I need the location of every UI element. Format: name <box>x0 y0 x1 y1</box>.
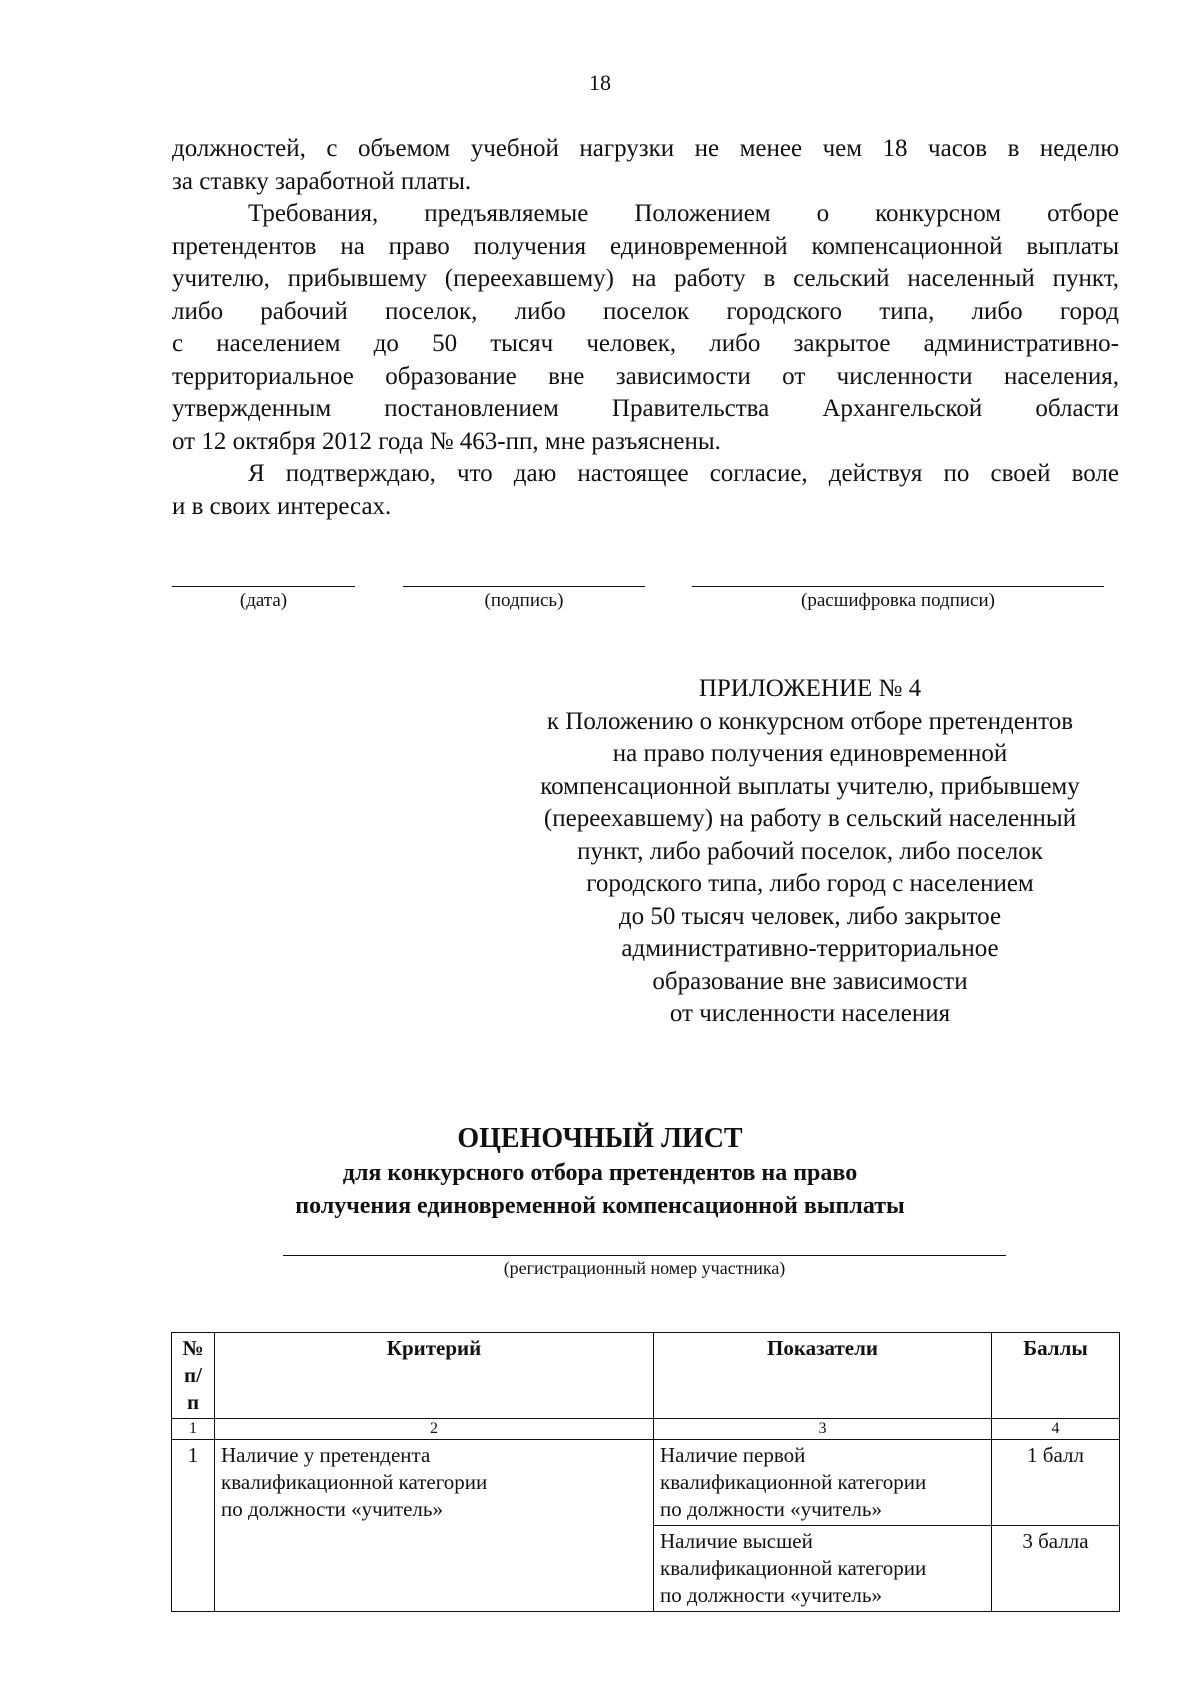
indicator-line: квалификационной категории <box>660 1470 927 1494</box>
score-cell: 3 балла <box>992 1526 1120 1612</box>
header-criterion: Критерий <box>215 1333 654 1419</box>
column-number-row <box>172 1419 1120 1440</box>
paragraph-line: Я подтверждаю, что даю настоящее согласие, действуя по своей воле <box>248 460 1119 487</box>
column-number: 2 <box>215 1419 654 1440</box>
criterion-line: по должности «учитель» <box>221 1497 443 1521</box>
paragraph-line: от 12 октября 2012 года № 463-пп, мне разъяснены. <box>172 427 721 455</box>
row-number: 1 <box>172 1440 215 1612</box>
indicator-line: по должности «учитель» <box>660 1497 882 1521</box>
appendix-line: городского типа, либо город с населением <box>586 870 1034 897</box>
indicator-line: Наличие высшей <box>660 1529 813 1553</box>
date-caption: (дата) <box>239 590 288 611</box>
paragraph-line: должностей, с объемом учебной нагрузки не менее чем 18 часов в неделю <box>172 135 1119 162</box>
criterion-cell <box>215 1440 654 1612</box>
column-number: 3 <box>654 1419 992 1440</box>
signature-line[interactable] <box>403 586 645 587</box>
registration-number-caption: (регистрационный номер участника) <box>503 1258 786 1278</box>
paragraph-line: либо рабочий поселок, либо поселок городского типа, либо город <box>172 297 1119 325</box>
column-number: 4 <box>992 1419 1120 1440</box>
date-line[interactable] <box>172 586 355 587</box>
appendix-block <box>480 673 1140 1031</box>
appendix-line: на право получения единовременной <box>612 740 1008 767</box>
appendix-line: до 50 тысяч человек, либо закрытое <box>618 902 1002 930</box>
page-number: 18 <box>589 70 611 95</box>
paragraph-line: с населением до 50 тысяч человек, либо закрытое административно- <box>172 330 1119 357</box>
appendix-heading: ПРИЛОЖЕНИЕ № 4 <box>698 675 922 702</box>
score-cell: 1 балл <box>992 1440 1120 1526</box>
paragraph-line: утвержденным постановлением Правительства Архангельской области <box>172 395 1119 422</box>
appendix-line: от численности населения <box>669 1000 951 1027</box>
appendix-line: к Положению о конкурсном отборе претендентов <box>546 707 1074 735</box>
evaluation-sheet-subtitle: получения единовременной компенсационной выплаты <box>295 1193 905 1219</box>
signature-decoding-line[interactable] <box>692 586 1104 587</box>
table-header-row <box>172 1333 1120 1419</box>
evaluation-sheet-title-block <box>0 1121 1200 1223</box>
paragraph-line: за ставку заработной платы. <box>172 167 472 195</box>
criterion-line: квалификационной категории <box>221 1470 488 1494</box>
evaluation-sheet-subtitle: для конкурсного отбора претендентов на право <box>342 1160 858 1186</box>
header-score: Баллы <box>992 1333 1120 1419</box>
appendix-line: образование вне зависимости <box>652 967 968 995</box>
signature-caption: (подпись) <box>484 590 564 611</box>
consent-text <box>172 133 1119 523</box>
paragraph-line: Требования, предъявляемые Положением о конкурсном отборе <box>248 200 1119 227</box>
registration-number-line[interactable] <box>283 1255 1006 1256</box>
table-row <box>172 1440 1120 1526</box>
appendix-line: административно-территориальное <box>621 935 999 962</box>
paragraph-line: и в своих интересах. <box>172 492 392 520</box>
indicator-cell <box>654 1526 992 1612</box>
appendix-line: компенсационной выплаты учителю, прибывшему <box>540 772 1080 800</box>
criterion-line: Наличие у претендента <box>221 1443 431 1467</box>
evaluation-table <box>171 1332 1120 1612</box>
header-number: № п/п <box>172 1333 215 1419</box>
indicator-line: квалификационной категории <box>660 1556 927 1580</box>
paragraph-line: учителю, прибывшему (переехавшему) на работу в сельский населенный пункт, <box>172 265 1119 292</box>
indicator-cell <box>654 1440 992 1526</box>
paragraph-line: территориальное образование вне зависимости от численности населения, <box>172 362 1119 390</box>
indicator-line: по должности «учитель» <box>660 1583 882 1607</box>
appendix-line: пункт, либо рабочий поселок, либо поселок <box>577 837 1043 865</box>
decoding-caption: (расшифровка подписи) <box>801 590 995 611</box>
header-indicators: Показатели <box>654 1333 992 1419</box>
column-number: 1 <box>172 1419 215 1440</box>
evaluation-sheet-title: ОЦЕНОЧНЫЙ ЛИСТ <box>457 1123 743 1154</box>
paragraph-line: претендентов на право получения единовременной компенсационной выплаты <box>172 232 1119 260</box>
indicator-line: Наличие первой <box>660 1443 806 1467</box>
appendix-line: (переехавшему) на работу в сельский населенный <box>543 805 1077 832</box>
